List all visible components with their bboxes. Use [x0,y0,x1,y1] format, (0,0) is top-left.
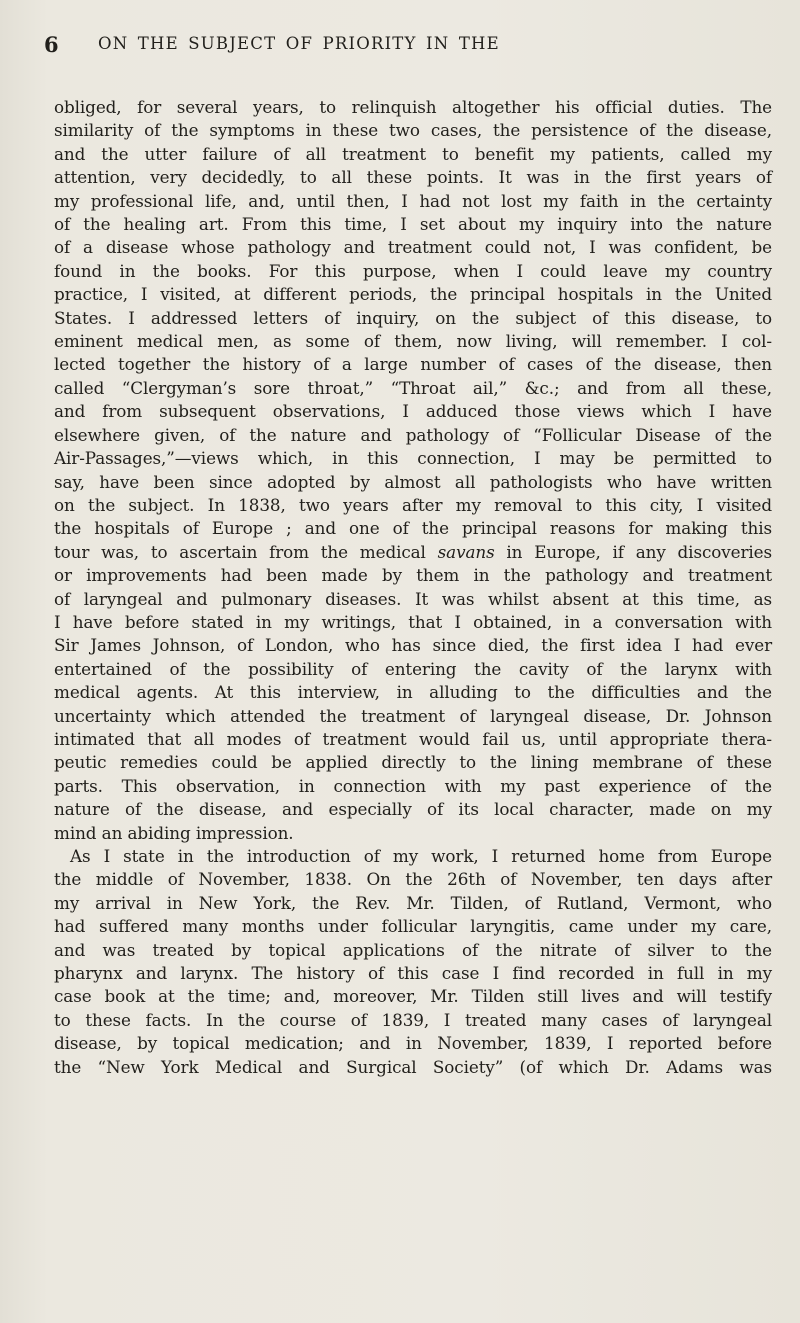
running-head: ON THE SUBJECT OF PRIORITY IN THE [98,34,500,53]
text-line: uncertainty which attended the treatment of laryngeal disease, Dr. Johnson [54,705,772,726]
text-line: or improvements had been made by them in the pathology and treatment [54,565,772,586]
text-line: had suffered many months under follicular laryngitis, came under my care, [54,916,772,937]
text-line: the “New York Medical and Surgical Society” (of which Dr. Adams was [54,1056,772,1077]
text-line: to these facts. In the course of 1839, I treated many cases of laryngeal [54,1009,772,1030]
text-line: say, have been since adopted by almost all pathologists who have written [54,471,772,492]
text-line: and from subsequent observations, I adduced those views which I have [54,401,772,422]
text-line: pharynx and larynx. The history of this case I find recorded in full in my [54,963,772,984]
text-line: peutic remedies could be applied directly to the lining membrane of these [54,752,772,773]
text-line: elsewhere given, of the nature and pathology of “Follicular Disease of the [54,424,772,445]
text-line: the hospitals of Europe ; and one of the principal reasons for making this [54,518,772,539]
page-header [0,28,800,68]
text-line: case book at the time; and, moreover, Mr. Tilden still lives and will testify [54,986,772,1007]
text-line: mind an abiding impression. [54,822,294,843]
text-line: called “Clergyman’s sore throat,” “Throat ail,” &c.; and from all these, [54,377,772,398]
text-line: I have before stated in my writings, that I obtained, in a conversation with [54,611,772,632]
text-line: my arrival in New York, the Rev. Mr. Tilden, of Rutland, Vermont, who [54,892,772,913]
text-line: of the healing art. From this time, I set about my inquiry into the nature [54,214,772,235]
text-line: Sir James Johnson, of London, who has since died, the first idea I had ever [54,635,772,656]
text-line: similarity of the symptoms in these two cases, the persistence of the disease, [54,120,772,141]
text-line: eminent medical men, as some of them, now living, will remember. I col- [54,331,772,352]
text-line: practice, I visited, at different periods, the principal hospitals in the United [54,284,772,305]
text-line: tour was, to ascertain from the medical savans in Europe, if any discoveries [54,541,772,562]
text-line: medical agents. At this interview, in alluding to the difficulties and the [54,682,772,703]
paragraph [54,96,772,845]
text-line: nature of the disease, and especially of its local character, made on my [54,799,772,820]
text-line: found in the books. For this purpose, when I could leave my country [54,260,772,281]
text-line: entertained of the possibility of entering the cavity of the larynx with [54,658,772,679]
text-line: obliged, for several years, to relinquish altogether his official duties. The [54,97,772,117]
text-line: As I state in the introduction of my work, I returned home from Europe [70,846,772,866]
text-line: intimated that all modes of treatment would fail us, until appropriate thera- [54,728,772,749]
text-line: on the subject. In 1838, two years after my removal to this city, I visited [54,494,772,515]
text-line: of a disease whose pathology and treatment could not, I was confident, be [54,237,772,258]
text-line: the middle of November, 1838. On the 26th of November, ten days after [54,869,772,890]
text-line: of laryngeal and pulmonary diseases. It was whilst absent at this time, as [54,588,772,609]
text-line: and the utter failure of all treatment to benefit my patients, called my [54,143,772,164]
text-line: States. I addressed letters of inquiry, on the subject of this disease, to [54,307,772,328]
text-line: Air-Passages,”—views which, in this connection, I may be permitted to [54,448,772,469]
page-number: 6 [44,32,59,57]
text-line: parts. This observation, in connection with my past experience of the [54,775,772,796]
text-line: attention, very decidedly, to all these points. It was in the first years of [54,167,772,188]
body-text [54,96,772,1079]
text-line: and was treated by topical applications of the nitrate of silver to the [54,939,772,960]
text-line: my professional life, and, until then, I had not lost my faith in the certainty [54,190,772,211]
text-line: disease, by topical medication; and in November, 1839, I reported before [54,1033,772,1054]
text-line: lected together the history of a large number of cases of the disease, then [54,354,772,375]
paragraph [54,845,772,1079]
